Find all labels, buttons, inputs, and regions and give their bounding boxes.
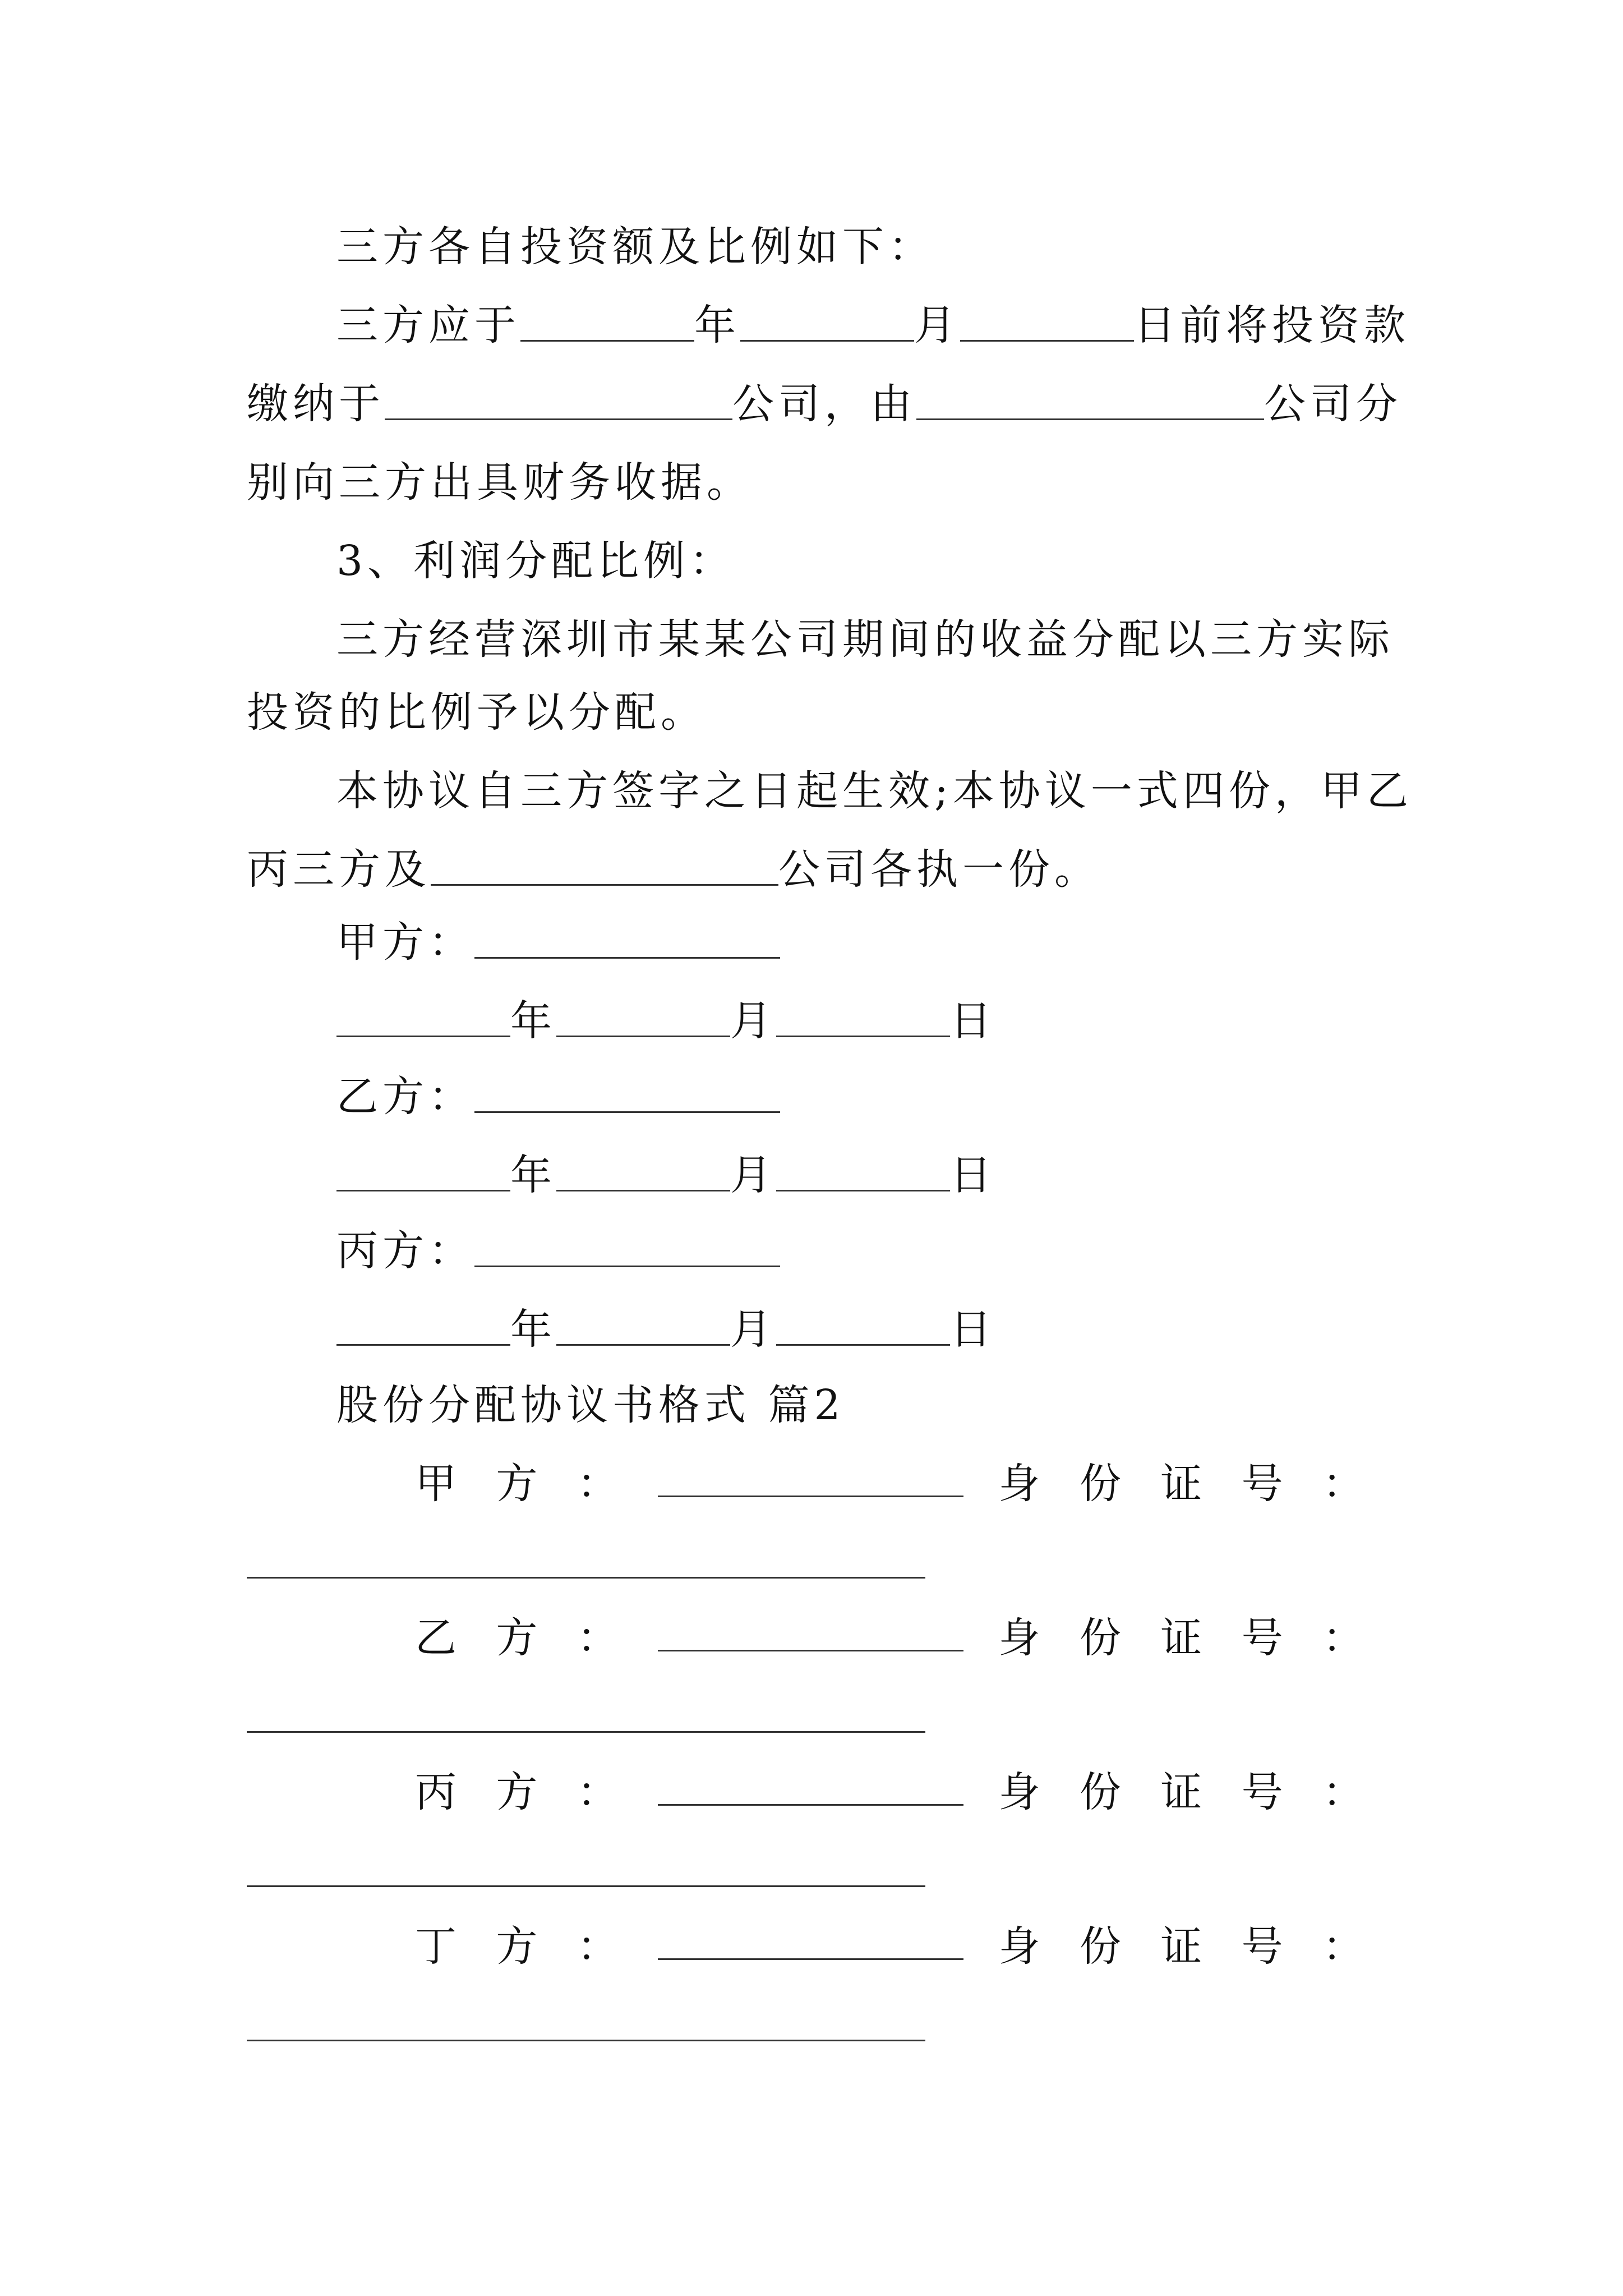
signature-party-a: 甲方： [336, 903, 780, 982]
blank-field[interactable] [740, 340, 914, 342]
party-name-field[interactable] [658, 1804, 963, 1806]
party-row-yi: 乙 方 ： 身 份 证 号 ： [415, 1614, 1368, 1662]
id-number-field[interactable] [247, 1577, 925, 1579]
party-row-jia: 甲 方 ： 身 份 证 号 ： [415, 1460, 1368, 1508]
blank-field[interactable] [336, 1344, 510, 1346]
blank-field[interactable] [520, 340, 694, 342]
profit-heading: 3、利润分配比例： [336, 537, 736, 585]
id-number-field[interactable] [247, 1885, 925, 1887]
blank-field[interactable] [776, 1344, 950, 1346]
profit-paragraph-line2: 投资的比例予以分配。 [247, 688, 707, 737]
profit-paragraph-line1: 三方经营深圳市某某公司期间的收益分配以三方实际 [336, 615, 1394, 664]
receipt-line: 别向三方出具财务收据。 [247, 458, 753, 507]
id-number-field[interactable] [247, 1731, 925, 1733]
pay-to-line: 缴纳于 公司，由 公司分 [247, 380, 1402, 428]
effect-paragraph-line2: 丙三方及 公司各执一份。 [247, 845, 1100, 894]
blank-field[interactable] [960, 340, 1134, 342]
party-row-bing: 丙 方 ： 身 份 证 号 ： [415, 1768, 1368, 1816]
id-number-line-ding [247, 1986, 925, 2064]
signature-date-c: 年 月 日 [336, 1290, 996, 1369]
signature-party-b: 乙方： [336, 1057, 780, 1136]
blank-field[interactable] [336, 1036, 510, 1037]
signature-date-a: 年 月 日 [336, 982, 996, 1060]
blank-field[interactable] [556, 1036, 730, 1037]
pay-deadline-line: 三方应于 年 月 日前将投资款 [336, 301, 1410, 349]
id-number-line-yi [247, 1677, 925, 1756]
signature-party-c: 丙方： [336, 1212, 780, 1290]
party-name-field[interactable] [658, 1496, 963, 1497]
signature-field[interactable] [474, 1266, 780, 1267]
party-name-field[interactable] [658, 1650, 963, 1651]
blank-field[interactable] [385, 418, 732, 420]
invest-intro: 三方各自投资额及比例如下： [336, 223, 934, 271]
section2-title: 股份分配协议书格式 篇2 [336, 1381, 845, 1429]
id-number-line-jia [247, 1523, 925, 1602]
blank-field[interactable] [556, 1190, 730, 1191]
blank-field[interactable] [336, 1190, 510, 1191]
party-name-field[interactable] [658, 1958, 963, 1960]
signature-field[interactable] [474, 957, 780, 959]
blank-field[interactable] [916, 418, 1264, 420]
blank-field[interactable] [431, 884, 778, 886]
blank-field[interactable] [556, 1344, 730, 1346]
party-row-ding: 丁 方 ： 身 份 证 号 ： [415, 1922, 1368, 1971]
id-number-line-bing [247, 1832, 925, 1910]
id-number-field[interactable] [247, 2040, 925, 2041]
blank-field[interactable] [776, 1036, 950, 1037]
effect-paragraph-line1: 本协议自三方签字之日起生效;本协议一式四份，甲乙 [336, 767, 1413, 815]
signature-date-b: 年 月 日 [336, 1136, 996, 1214]
signature-field[interactable] [474, 1111, 780, 1113]
blank-field[interactable] [776, 1190, 950, 1191]
